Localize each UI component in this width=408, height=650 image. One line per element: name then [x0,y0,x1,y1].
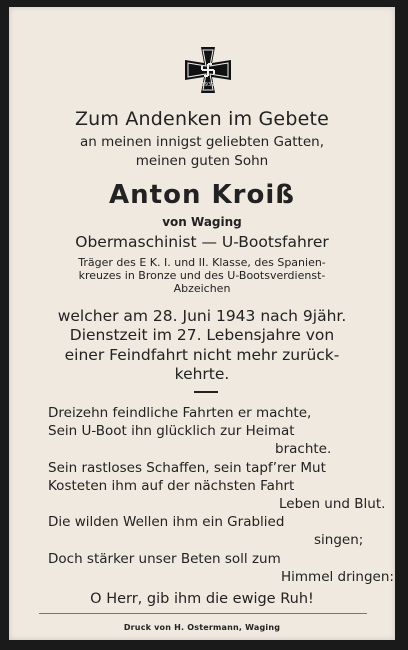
memorial-card [9,7,395,640]
closing-prayer: O Herr, gib ihm die ewige Ruh! [90,591,314,607]
rank-line: Obermaschinist — U-Bootsfahrer [75,233,329,251]
poem-line-1: Dreizehn feindliche Fahrten er machte, [48,405,312,421]
poem-line-4: Sein rastloses Schaffen, sein tapf’rer Mut [48,460,326,476]
obituary-line-4: kehrte. [174,365,230,383]
awards-line-3: Abzeichen [173,282,231,295]
iron-cross-icon [181,43,235,97]
poem-line-2: Sein U-Boot ihn glücklich zur Heimat [48,423,295,439]
awards-line-2: kreuzes in Bronze und des U-Bootsverdienst- [78,269,326,282]
card-heading: Zum Andenken im Gebete [74,108,330,130]
obituary-line-3: einer Feindfahrt nicht mehr zurück- [64,346,340,364]
poem-line-10: Himmel dringen: [281,569,394,585]
poem-line-6: Leben und Blut. [279,496,386,512]
poem-line-3: brachte. [275,441,332,457]
emblem-year: 1939 [201,82,215,88]
poem-line-5: Kosteten ihm auf der nächsten Fahrt [48,478,295,494]
deceased-name: Anton Kroiß [109,180,295,210]
printer-credit: Druck von H. Ostermann, Waging [123,623,281,632]
obituary-line-2: Dienstzeit im 27. Lebensjahre von [69,326,335,344]
dedication-line-1: an meinen innigst geliebten Gatten, [79,134,324,150]
footer-rule [39,613,367,614]
section-divider [194,391,218,393]
poem-line-9: Doch stärker unser Beten soll zum [48,551,281,567]
poem-line-7: Die wilden Wellen ihm ein Grablied [48,514,285,530]
awards-line-1: Träger des E K. I. und II. Klasse, des Spanien- [78,256,326,269]
obituary-line-1: welcher am 28. Juni 1943 nach 9jähr. [57,307,347,325]
poem-line-8: singen; [314,532,364,548]
dedication-line-2: meinen guten Sohn [135,153,269,169]
origin-line: von Waging [162,215,242,229]
